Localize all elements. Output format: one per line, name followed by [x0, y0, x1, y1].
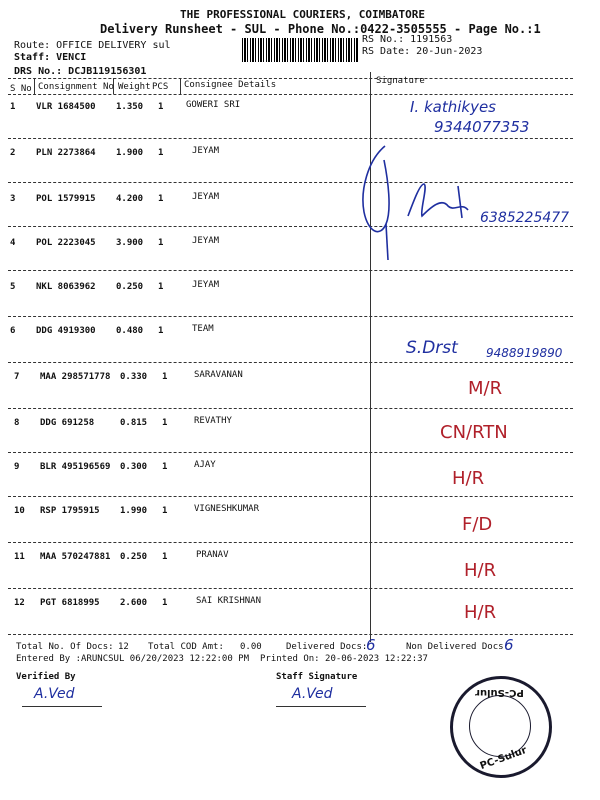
runsheet-subtitle: Delivery Runsheet - SUL - Phone No.:0422-3505555 - Page No.:1 [100, 22, 541, 36]
stamp-text-top: PC-Sulur [475, 687, 524, 698]
stamp-text-bottom: PC-Sulur [478, 744, 529, 773]
row-consignment: MAA 570247881 [40, 552, 111, 562]
row-consignee: TEAM [192, 324, 214, 334]
row-divider [8, 270, 573, 271]
row-consignment: POL 1579915 [36, 194, 96, 204]
row-sno: 9 [14, 462, 20, 472]
staff-signature-label: Staff Signature [276, 672, 358, 682]
cod-value: 0.00 [240, 642, 262, 652]
row-sno: 12 [14, 598, 25, 608]
row-consignment: POL 2223045 [36, 238, 96, 248]
staff-signature-mark: A.Ved [292, 686, 333, 702]
row-weight: 1.900 [116, 148, 144, 158]
row-consignee: REVATHY [194, 416, 232, 426]
status-mark-row8: CN/RTN [440, 422, 508, 443]
rs-date: RS Date: 20-Jun-2023 [362, 46, 483, 57]
non-delivered-docs-value: 6 [504, 636, 514, 654]
col-header-consignee: Consignee Details [184, 80, 277, 90]
row-sno: 3 [10, 194, 16, 204]
handwritten-name-row1: I. kathikyes [410, 98, 497, 116]
verified-by-label: Verified By [16, 672, 76, 682]
row-weight: 0.815 [120, 418, 148, 428]
row-sno: 10 [14, 506, 25, 516]
row-divider [8, 634, 573, 635]
row-pcs: 1 [158, 102, 164, 112]
row-divider [8, 452, 573, 453]
company-title: THE PROFESSIONAL COURIERS, COIMBATORE [180, 8, 426, 21]
row-consignee: JEYAM [192, 192, 220, 202]
delivered-docs-value: 6 [366, 636, 376, 654]
row-consignee: VIGNESHKUMAR [194, 504, 260, 514]
office-stamp [450, 676, 552, 778]
verifier-sign-line [22, 706, 102, 707]
row-consignment: MAA 298571778 [40, 372, 111, 382]
staff-sign-line [276, 706, 366, 707]
row-pcs: 1 [158, 326, 164, 336]
table-header-border [8, 94, 573, 95]
col-header-consignment: Consignment No [38, 82, 114, 92]
row-weight: 0.480 [116, 326, 144, 336]
row-weight: 0.300 [120, 462, 148, 472]
handwritten-phone-row3: 6385225477 [480, 210, 570, 226]
row-sno: 6 [10, 326, 16, 336]
row-pcs: 1 [158, 282, 164, 292]
status-mark-row9: H/R [452, 468, 485, 489]
row-pcs: 1 [162, 598, 168, 608]
col-divider [180, 78, 181, 94]
row-consignee: SARAVANAN [194, 370, 243, 380]
row-divider [8, 408, 573, 409]
col-header-sno: S No [10, 84, 32, 94]
row-pcs: 1 [162, 506, 168, 516]
row-consignee: SAI KRISHNAN [196, 596, 262, 606]
row-consignment: PGT 6818995 [40, 598, 100, 608]
row-weight: 0.250 [120, 552, 148, 562]
row-consignment: VLR 1684500 [36, 102, 96, 112]
row-weight: 0.330 [120, 372, 148, 382]
row-pcs: 1 [162, 372, 168, 382]
row-pcs: 1 [158, 148, 164, 158]
row-weight: 1.990 [120, 506, 148, 516]
row-divider [8, 316, 573, 317]
row-consignee: AJAY [194, 460, 216, 470]
row-consignee: PRANAV [196, 550, 229, 560]
row-weight: 1.350 [116, 102, 144, 112]
cod-label: Total COD Amt: [148, 642, 224, 652]
row-consignee: JEYAM [192, 280, 220, 290]
row-consignment: PLN 2273864 [36, 148, 96, 158]
row-sno: 8 [14, 418, 20, 428]
row-divider [8, 362, 573, 363]
row-consignment: NKL 8063962 [36, 282, 96, 292]
row-sno: 1 [10, 102, 16, 112]
table-top-border [8, 78, 573, 79]
row-pcs: 1 [158, 238, 164, 248]
row-pcs: 1 [158, 194, 164, 204]
signature-scribble-rows2-5 [350, 140, 600, 270]
entered-by: Entered By :ARUNCSUL 06/20/2023 12:22:00 PM [16, 654, 249, 664]
row-consignment: BLR 495196569 [40, 462, 111, 472]
handwritten-phone-row6: 9488919890 [486, 346, 563, 360]
row-consignment: RSP 1795915 [40, 506, 100, 516]
drs-number: DRS No.: DCJB119156301 [14, 66, 147, 77]
rs-number: RS No.: 1191563 [362, 34, 453, 45]
row-sno: 2 [10, 148, 16, 158]
row-consignment: DDG 691258 [40, 418, 95, 428]
route-label: Route: OFFICE DELIVERY sul [14, 40, 171, 51]
handwritten-sign-row6: S.Drst [406, 338, 458, 358]
row-consignment: DDG 4919300 [36, 326, 96, 336]
status-mark-row10: F/D [462, 514, 493, 535]
col-header-pcs: PCS [152, 82, 169, 92]
staff-label: Staff: VENCI [14, 52, 87, 63]
col-divider [34, 78, 35, 94]
row-weight: 4.200 [116, 194, 144, 204]
handwritten-phone-row1: 9344077353 [434, 118, 530, 136]
total-docs-label: Total No. Of Docs: [16, 642, 114, 652]
row-consignee: GOWERI SRI [186, 100, 241, 110]
status-mark-row12: H/R [464, 602, 497, 623]
barcode-graphic [242, 38, 358, 62]
row-divider [8, 496, 573, 497]
row-sno: 4 [10, 238, 16, 248]
status-mark-row11: H/R [464, 560, 497, 581]
row-pcs: 1 [162, 552, 168, 562]
row-sno: 5 [10, 282, 16, 292]
row-weight: 2.600 [120, 598, 148, 608]
row-pcs: 1 [162, 418, 168, 428]
non-delivered-docs-label: Non Delivered Docs: [406, 642, 509, 652]
col-header-weight: Weight [118, 82, 151, 92]
total-docs-value: 12 [118, 642, 129, 652]
row-divider [8, 542, 573, 543]
col-header-signature: Signature [376, 76, 425, 86]
row-weight: 0.250 [116, 282, 144, 292]
row-consignee: JEYAM [192, 236, 220, 246]
row-divider [8, 138, 573, 139]
verifier-signature: A.Ved [34, 686, 75, 702]
row-weight: 3.900 [116, 238, 144, 248]
row-divider [8, 588, 573, 589]
status-mark-row7: M/R [468, 378, 503, 399]
row-consignee: JEYAM [192, 146, 220, 156]
row-sno: 7 [14, 372, 20, 382]
row-sno: 11 [14, 552, 25, 562]
delivered-docs-label: Delivered Docs: [286, 642, 368, 652]
printed-on: Printed On: 20-06-2023 12:22:37 [260, 654, 428, 664]
row-pcs: 1 [162, 462, 168, 472]
